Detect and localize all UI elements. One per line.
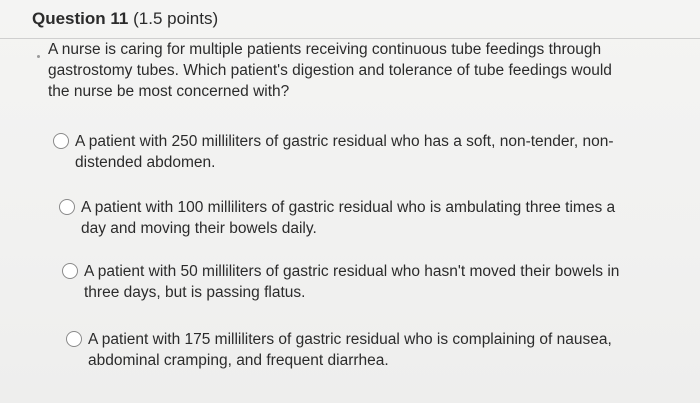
question-title (32, 9, 218, 29)
answer-option-label: A patient with 50 milliliters of gastric residual who hasn't moved their bowels in three days, but is passing flatus. (84, 263, 620, 301)
radio-button-icon[interactable] (62, 263, 78, 279)
answer-option-3[interactable] (62, 261, 632, 303)
answer-option-2[interactable] (59, 197, 629, 239)
question-header (0, 0, 700, 39)
answer-option-4[interactable] (66, 329, 626, 371)
radio-button-icon[interactable] (53, 133, 69, 149)
dot-mark (37, 55, 40, 58)
answer-option-label: A patient with 100 milliliters of gastric residual who is ambulating three times a day and moving their bowels daily. (81, 199, 616, 237)
question-points: (1.5 points) (133, 9, 219, 28)
radio-button-icon[interactable] (66, 331, 82, 347)
question-number: Question 11 (32, 9, 129, 28)
answer-option-label: A patient with 175 milliliters of gastric residual who is complaining of nausea, abdominal cramping, and frequent diarrhea. (88, 331, 612, 369)
answer-option-label: A patient with 250 milliliters of gastric residual who has a soft, non-tender, non-distended abdomen. (75, 133, 614, 171)
answer-option-1[interactable] (53, 131, 633, 173)
question-prompt: A nurse is caring for multiple patients receiving continuous tube feedings through gastrostomy tubes. Which patient's digestion and tolerance of tube feedings would the nurse be most concerned with? (48, 41, 612, 100)
radio-button-icon[interactable] (59, 199, 75, 215)
